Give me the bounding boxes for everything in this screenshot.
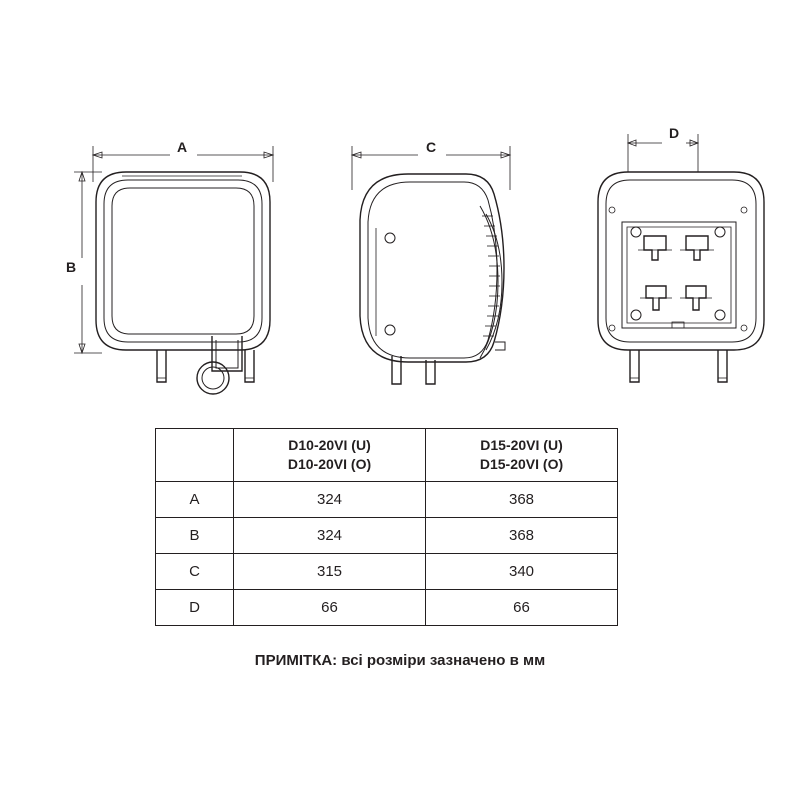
model-2-line-2: D15-20VI (O) <box>479 456 564 472</box>
front-view <box>60 110 310 400</box>
row-b-model-2: 368 <box>426 518 618 554</box>
row-key-a: A <box>156 482 234 518</box>
row-c-model-2: 340 <box>426 554 618 590</box>
table-header-row <box>156 429 618 482</box>
note-text: ПРИМІТКА: всі розміри зазначено в мм <box>254 652 546 669</box>
dimension-label-c: C <box>422 140 440 154</box>
table-row <box>156 554 618 590</box>
back-view <box>580 110 780 400</box>
model-1-line-1: D10-20VI (U) <box>288 437 371 453</box>
dimension-label-a: A <box>173 140 191 154</box>
row-c-model-1: 315 <box>234 554 426 590</box>
side-view <box>330 110 540 400</box>
model-2-line-1: D15-20VI (U) <box>480 437 563 453</box>
table-row <box>156 482 618 518</box>
row-d-model-2: 66 <box>426 590 618 626</box>
row-key-d: D <box>156 590 234 626</box>
table-header-model-1 <box>234 429 426 482</box>
model-1-line-2: D10-20VI (O) <box>287 456 372 472</box>
views-row <box>0 110 800 400</box>
row-a-model-2: 368 <box>426 482 618 518</box>
row-b-model-1: 324 <box>234 518 426 554</box>
row-key-c: C <box>156 554 234 590</box>
dimension-label-d: D <box>665 126 683 140</box>
row-a-model-1: 324 <box>234 482 426 518</box>
back-view-drawing <box>580 110 780 400</box>
dimensions-table <box>155 428 618 626</box>
table-header-model-2 <box>426 429 618 482</box>
dimension-label-b: B <box>62 260 80 274</box>
row-d-model-1: 66 <box>234 590 426 626</box>
dimensions-table-wrap <box>155 428 617 626</box>
row-key-b: B <box>156 518 234 554</box>
table-row <box>156 518 618 554</box>
table-row <box>156 590 618 626</box>
table-header-empty <box>156 429 234 482</box>
